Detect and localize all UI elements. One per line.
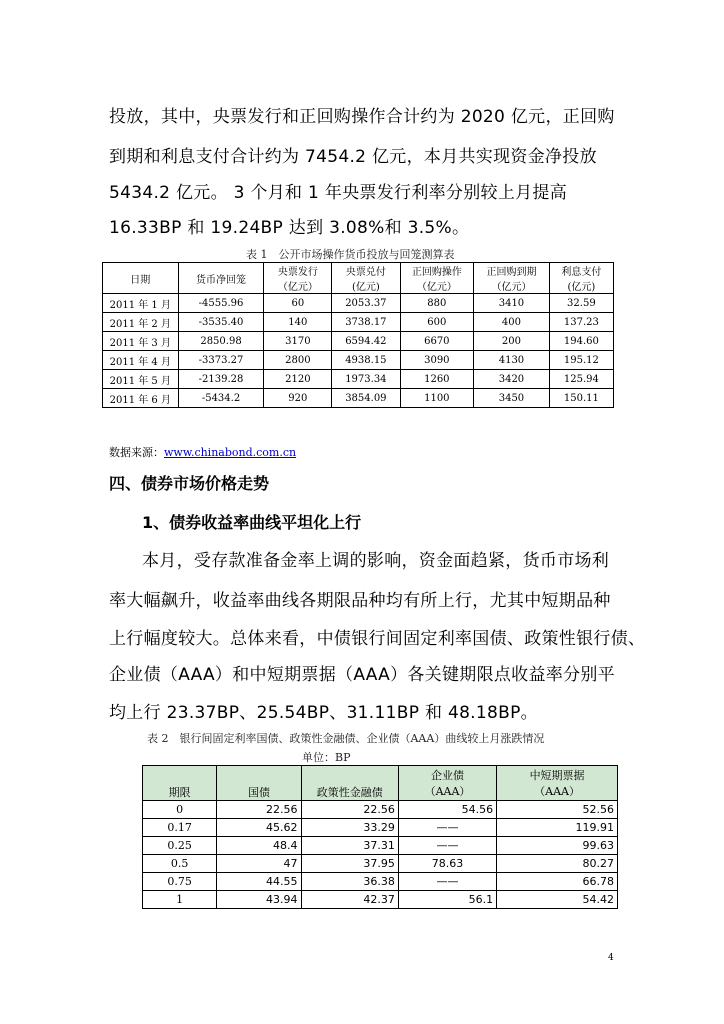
table2-header-policy-bank: 政策性金融债 [301, 766, 398, 801]
table2-cell: 0.5 [143, 855, 217, 873]
table2 [142, 765, 618, 909]
table2-cell: 52.56 [497, 801, 618, 819]
table1-header-net: 货币净回笼 [178, 263, 264, 294]
table2-cell: 42.37 [301, 891, 398, 909]
table-row [143, 801, 618, 819]
table1-header-redeem: 央票兑付 (亿元) [332, 263, 400, 294]
table1-cell: 2011 年 4 月 [103, 351, 179, 370]
table1-cell: 60 [264, 294, 332, 313]
table2-cell: 66.78 [497, 873, 618, 891]
table2-cell: 80.27 [497, 855, 618, 873]
table2-cell: 45.62 [217, 819, 301, 837]
table1-cell: 200 [474, 332, 550, 351]
table2-cell: 37.95 [301, 855, 398, 873]
table1-cell: -4555.96 [178, 294, 264, 313]
table-row [103, 351, 614, 370]
table2-cell: 44.55 [217, 873, 301, 891]
table2-cell: 54.42 [497, 891, 618, 909]
table1-cell: -2139.28 [178, 370, 264, 389]
table-row [103, 332, 614, 351]
table1-cell: -3535.40 [178, 313, 264, 332]
table1-cell: -3373.27 [178, 351, 264, 370]
table1-cell: 194.60 [549, 332, 613, 351]
intro-line-3: 5434.2 亿元。 3 个月和 1 年央票发行利率分别较上月提高 [109, 183, 568, 203]
table1-cell: 32.59 [549, 294, 613, 313]
section-heading: 四、债券市场价格走势 [109, 474, 270, 493]
table2-cell: 0.17 [143, 819, 217, 837]
table2-cell: 43.94 [217, 891, 301, 909]
data-source-label: 数据来源： [109, 446, 164, 459]
table1-cell: 6594.42 [332, 332, 400, 351]
table2-cell: 22.56 [301, 801, 398, 819]
table-row [103, 294, 614, 313]
table-row [103, 313, 614, 332]
table1-cell: 2800 [264, 351, 332, 370]
table1-cell: 2850.98 [178, 332, 264, 351]
table1-cell: 2053.37 [332, 294, 400, 313]
body-line-4: 企业债（AAA）和中短期票据（AAA）各关键期限点收益率分别平 [109, 665, 615, 685]
table1-cell: 2011 年 2 月 [103, 313, 179, 332]
table1-cell: 2011 年 5 月 [103, 370, 179, 389]
table2-cell: 37.31 [301, 837, 398, 855]
table2-cell: 56.1 [398, 891, 496, 909]
table-row [143, 837, 618, 855]
table2-cell: 47 [217, 855, 301, 873]
intro-line-4: 16.33BP 和 19.24BP 达到 3.08%和 3.5%。 [109, 218, 470, 238]
table2-cell: 33.29 [301, 819, 398, 837]
intro-line-1: 投放，其中，央票发行和正回购操作合计约为 2020 亿元，正回购 [109, 107, 615, 127]
table-row [143, 819, 618, 837]
table1-cell: 880 [400, 294, 474, 313]
table1-header-repo: 正回购操作 （亿元） [400, 263, 474, 294]
table-row [143, 891, 618, 909]
table2-header-term: 期限 [143, 766, 217, 801]
table1-cell: 1100 [400, 389, 474, 408]
body-line-1: 本月，受存款准备金率上调的影响，资金面趋紧，货币市场利 [142, 551, 610, 571]
table1-cell: 400 [474, 313, 550, 332]
table1-cell: 125.94 [549, 370, 613, 389]
data-source-link[interactable]: www.chinabond.com.cn [164, 446, 297, 459]
table1-cell: 2011 年 3 月 [103, 332, 179, 351]
table2-header-corporate: 企业债 （AAA） [398, 766, 496, 801]
table2-header-mtn: 中短期票据 （AAA） [497, 766, 618, 801]
table2-caption: 表 2 银行间固定利率国债、政策性金融债、企业债（AAA）曲线较上月涨跌情况 [147, 732, 545, 745]
section-subheading: 1、债券收益率曲线平坦化上行 [142, 513, 362, 532]
table2-cell: 1 [143, 891, 217, 909]
table1-cell: 3170 [264, 332, 332, 351]
table-row [103, 389, 614, 408]
table2-cell: 99.63 [497, 837, 618, 855]
table2-cell: 48.4 [217, 837, 301, 855]
table2-header-row [143, 766, 618, 801]
table1-cell: 4938.15 [332, 351, 400, 370]
table1 [102, 262, 614, 408]
intro-line-2: 到期和利息支付合计约为 7454.2 亿元，本月共实现资金净投放 [109, 147, 597, 167]
table2-header-treasury: 国债 [217, 766, 301, 801]
table1-cell: 4130 [474, 351, 550, 370]
table1-cell: 150.11 [549, 389, 613, 408]
table1-cell: 1260 [400, 370, 474, 389]
table2-cell: 119.91 [497, 819, 618, 837]
table-row [143, 855, 618, 873]
table2-cell: 0 [143, 801, 217, 819]
table2-unit: 单位：BP [302, 751, 351, 764]
table1-cell: 140 [264, 313, 332, 332]
table2-cell: 0.75 [143, 873, 217, 891]
table1-cell: 3420 [474, 370, 550, 389]
table1-cell: 600 [400, 313, 474, 332]
table1-cell: -5434.2 [178, 389, 264, 408]
table1-cell: 3410 [474, 294, 550, 313]
table-row [103, 370, 614, 389]
table1-header-date: 日期 [103, 263, 179, 294]
table2-cell: 0.25 [143, 837, 217, 855]
table1-header-repo-due: 正回购到期 （亿元） [474, 263, 550, 294]
data-source [109, 444, 296, 460]
table1-cell: 6670 [400, 332, 474, 351]
table1-cell: 920 [264, 389, 332, 408]
table2-cell: —— [398, 873, 496, 891]
table1-cell: 3854.09 [332, 389, 400, 408]
body-line-2: 率大幅飙升，收益率曲线各期限品种均有所上行，尤其中短期品种 [109, 591, 611, 611]
table1-header-row [103, 263, 614, 294]
table-row [143, 873, 618, 891]
table1-cell: 2011 年 1 月 [103, 294, 179, 313]
table1-caption: 表 1 公开市场操作货币投放与回笼测算表 [246, 248, 455, 261]
table1-cell: 2120 [264, 370, 332, 389]
table1-header-interest: 利息支付 (亿元) [549, 263, 613, 294]
table1-cell: 195.12 [549, 351, 613, 370]
table1-cell: 3090 [400, 351, 474, 370]
body-line-3: 上行幅度较大。总体来看，中债银行间固定利率国债、政策性银行债、 [109, 629, 646, 649]
table2-cell: 36.38 [301, 873, 398, 891]
table1-cell: 1973.34 [332, 370, 400, 389]
table1-cell: 137.23 [549, 313, 613, 332]
table1-cell: 3738.17 [332, 313, 400, 332]
table1-cell: 3450 [474, 389, 550, 408]
table2-cell: 54.56 [398, 801, 496, 819]
table2-cell: —— [398, 819, 496, 837]
table1-header-issue: 央票发行 （亿元） [264, 263, 332, 294]
page-number: 4 [608, 953, 614, 963]
table1-cell: 2011 年 6 月 [103, 389, 179, 408]
table2-cell: —— [398, 837, 496, 855]
body-line-5: 均上行 23.37BP、25.54BP、31.11BP 和 48.18BP。 [109, 703, 538, 723]
table2-cell: 22.56 [217, 801, 301, 819]
table2-cell: 78.63 [398, 855, 496, 873]
